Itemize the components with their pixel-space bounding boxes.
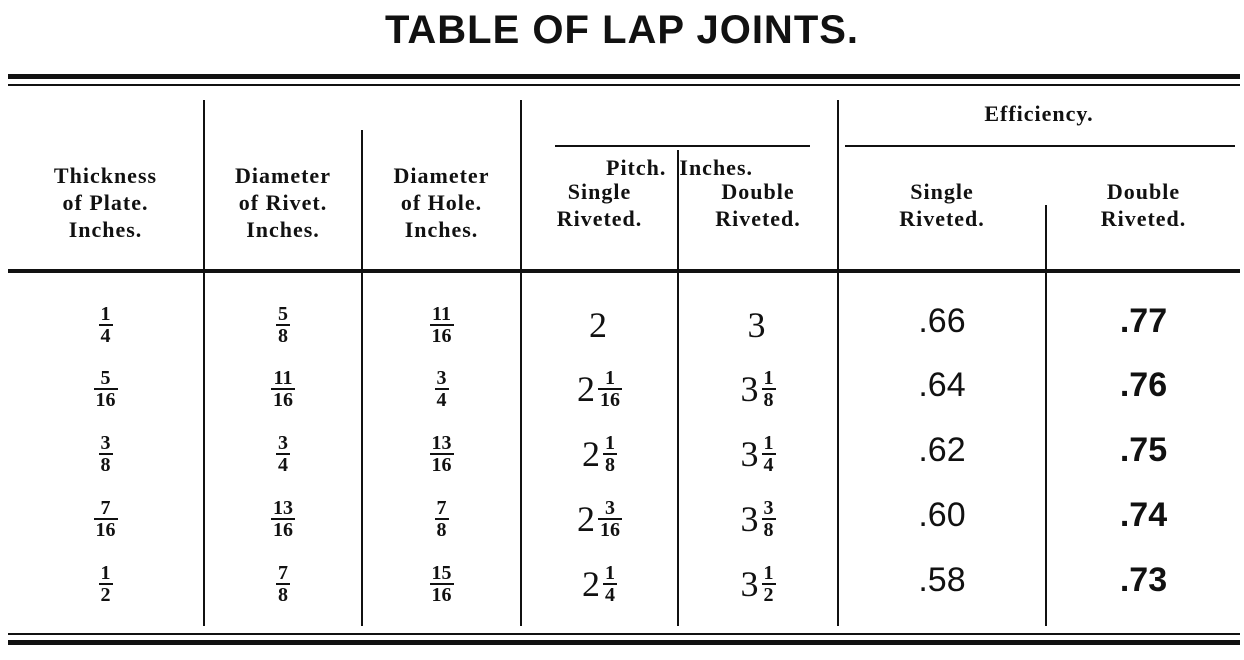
fraction: $\frac{7}{16}$ [95,496,116,541]
table-cell-pitch-single: 2 [589,304,607,345]
table-cell-thickness [8,357,203,413]
table-cell-thickness [8,487,203,543]
header-pitch-single: Single Riveted. [556,179,643,231]
fraction: $\frac{1}{2}$ [100,561,111,606]
fraction: $\frac{1}{4}$ [605,561,615,606]
efficiency-group-rule [845,145,1235,147]
fraction: $\frac{3}{8}$ [100,431,111,476]
table-cell-hole [363,487,520,543]
fraction: $\frac{1}{16}$ [600,366,620,411]
fraction: $\frac{5}{16}$ [95,366,116,411]
header-thickness: Thickness of Plate. Inches. [53,163,158,242]
fraction: $\frac{1}{8}$ [763,366,774,411]
table-cell-eff-double: .73 [1119,561,1168,599]
table-cell-hole [363,293,520,349]
table-cell-pitch-double: 3 $\frac{1}{8}$ [740,366,774,411]
fraction: $\frac{3}{16}$ [600,496,620,541]
bottom-rule-thick [8,640,1240,645]
fraction: $\frac{1}{4}$ [763,431,774,476]
top-rule-thick [8,74,1240,79]
header-hole-diameter: Diameter of Hole. Inches. [393,163,490,242]
fraction: $\frac{13}{16}$ [431,431,452,476]
header-pitch-double: Double Riveted. [715,179,801,231]
fraction: $\frac{15}{16}$ [431,561,452,606]
fraction: $\frac{5}{8}$ [278,302,288,347]
table-cell-thickness [8,552,203,608]
table-cell-eff-single: .58 [918,561,966,599]
table-cell-rivet [205,552,361,608]
fraction: $\frac{7}{8}$ [436,496,447,541]
table-cell-rivet [205,293,361,349]
page-title: TABLE OF LAP JOINTS. [384,8,860,52]
fraction: $\frac{1}{2}$ [763,561,774,606]
table-cell-eff-single: .62 [918,431,966,469]
table-cell-pitch-double: 3 $\frac{3}{8}$ [740,496,774,541]
table-cell-pitch-double: 3 $\frac{1}{4}$ [740,431,774,476]
fraction: $\frac{7}{8}$ [278,561,288,606]
table-cell-thickness [8,293,203,349]
table-cell-pitch-double: 3 [747,304,766,345]
table-cell-rivet [205,357,361,413]
header-efficiency-group: Efficiency. [984,101,1094,126]
table-cell-thickness [8,422,203,478]
table-cell-rivet [205,487,361,543]
table-cell-pitch-double: 3 $\frac{1}{2}$ [740,561,774,606]
table-cell-eff-double: .75 [1119,431,1168,469]
table-cell-pitch-single: 2 $\frac{1}{8}$ [582,431,615,476]
bottom-rule-thin [8,633,1240,635]
table-cell-hole [363,357,520,413]
header-rivet-diameter: Diameter of Rivet. Inches. [235,163,331,242]
top-rule-thin [8,84,1240,86]
fraction: $\frac{3}{8}$ [763,496,774,541]
table-cell-pitch-single: 2 $\frac{1}{16}$ [577,366,620,411]
fraction: $\frac{1}{4}$ [100,302,111,347]
header-rule [8,269,1240,273]
table-cell-eff-double: .76 [1119,366,1168,404]
table-cell-eff-single: .64 [918,366,966,404]
table-cell-eff-double: .77 [1119,302,1168,340]
table-cell-eff-single: .66 [918,302,966,340]
fraction: $\frac{3}{4}$ [436,366,447,411]
table-cell-rivet [205,422,361,478]
table-cell-eff-single: .60 [918,496,966,534]
header-efficiency-single: Single Riveted. [899,179,985,231]
fraction: $\frac{11}{16}$ [273,366,293,411]
fraction: $\frac{11}{16}$ [431,302,452,347]
table-cell-hole [363,552,520,608]
table-cell-pitch-single: 2 $\frac{3}{16}$ [577,496,620,541]
fraction: $\frac{1}{8}$ [605,431,615,476]
table-cell-pitch-single: 2 $\frac{1}{4}$ [582,561,615,606]
header-pitch-group: Pitch. Inches. [606,155,753,180]
table-cell-hole [363,422,520,478]
header-efficiency-double: Double Riveted. [1100,179,1187,231]
table-cell-eff-double: .74 [1119,496,1168,534]
fraction: $\frac{13}{16}$ [273,496,293,541]
fraction: $\frac{3}{4}$ [278,431,288,476]
